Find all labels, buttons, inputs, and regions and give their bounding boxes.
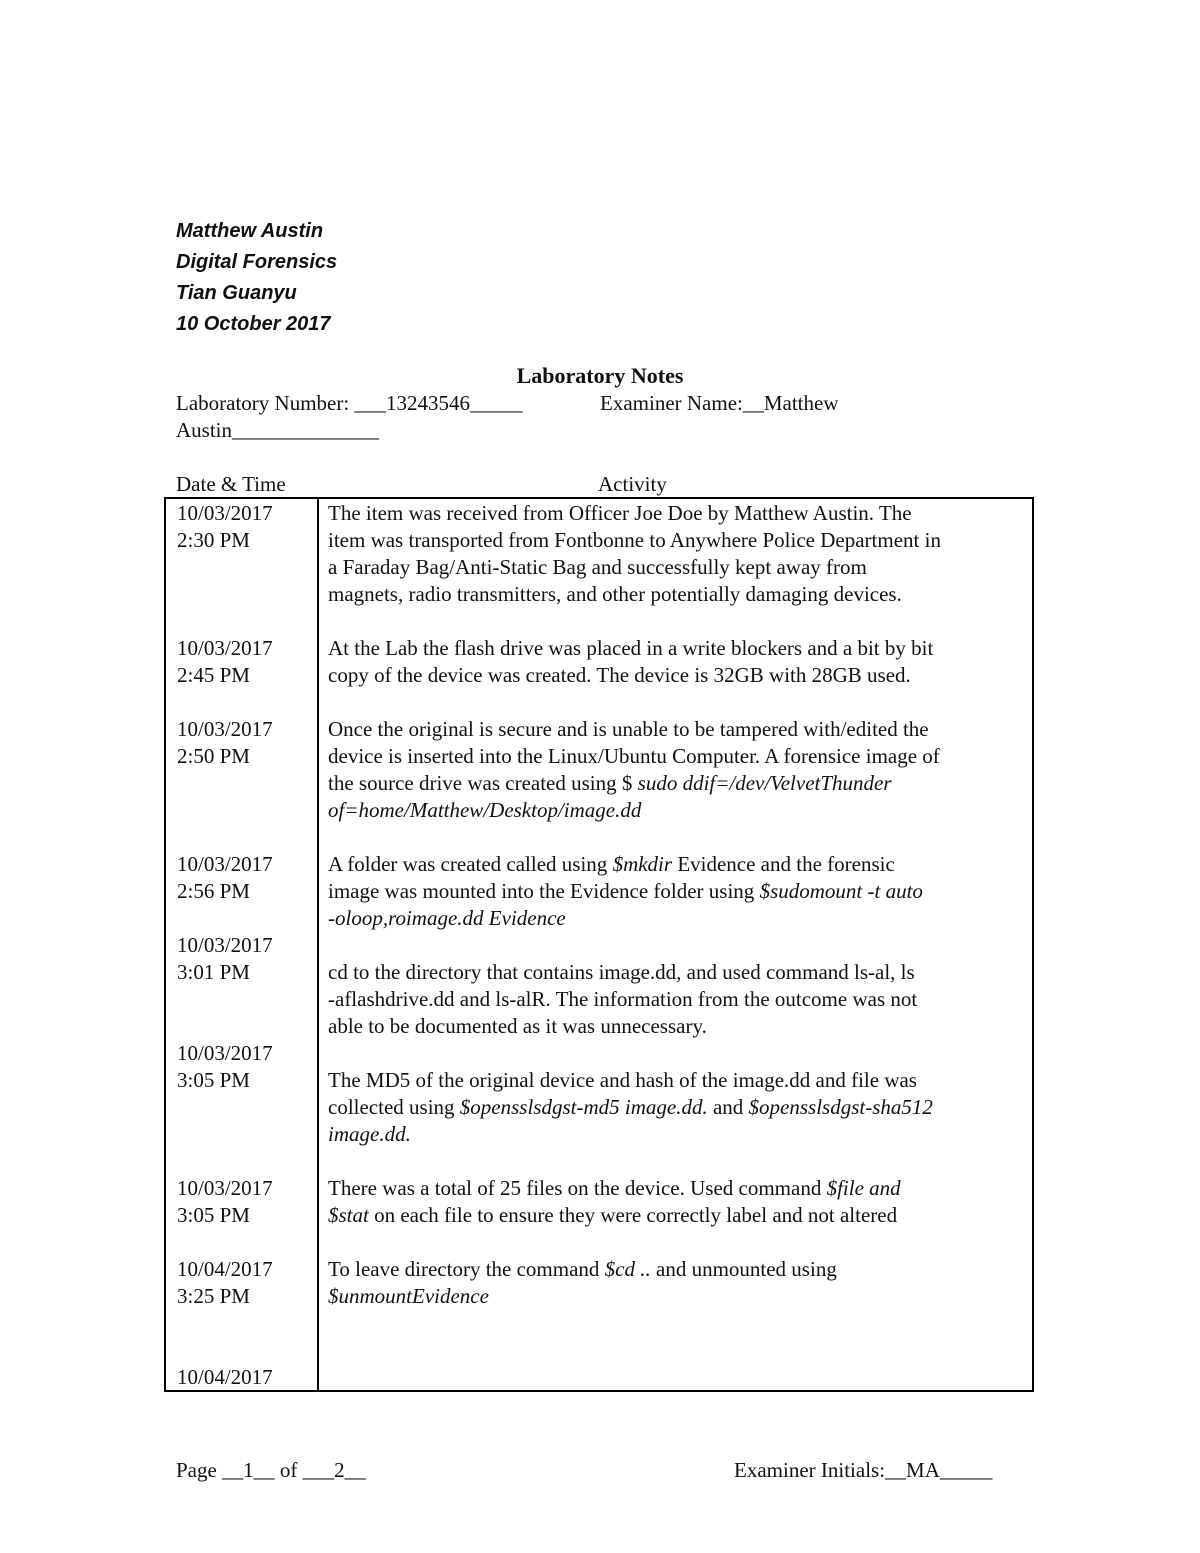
column-divider — [317, 499, 319, 1390]
entry-activity — [328, 500, 941, 608]
command-text: $opensslsdgst-md5 image.dd. — [459, 1095, 708, 1119]
entry-time: 3:01 PM — [177, 960, 250, 984]
entry-datetime — [177, 851, 273, 905]
activity-line — [328, 527, 941, 554]
activity-text: At the Lab the flash drive was placed in a write blockers and a bit by bit — [328, 636, 934, 660]
activity-line — [328, 905, 923, 932]
activity-line — [328, 959, 917, 986]
activity-text: Evidence and the forensic — [672, 852, 895, 876]
activity-line — [328, 797, 940, 824]
command-text: $opensslsdgst-sha512 — [748, 1095, 933, 1119]
activity-line — [328, 500, 941, 527]
date-column-header: Date & Time — [176, 472, 286, 496]
command-text: of=home/Matthew/Desktop/image.dd — [328, 798, 642, 822]
entry-time: 2:45 PM — [177, 663, 250, 687]
activity-text: There was a total of 25 files on the device. Used command — [328, 1176, 827, 1200]
entry-activity — [328, 1067, 933, 1148]
entry-datetime — [177, 1364, 273, 1391]
activity-line — [328, 1256, 837, 1283]
entry-activity — [328, 1256, 837, 1310]
entry-activity — [328, 1175, 901, 1229]
entry-datetime — [177, 635, 273, 689]
entry-time: 2:50 PM — [177, 744, 250, 768]
command-text: $file and — [826, 1176, 901, 1200]
lab-number: Laboratory Number: ___13243546_____ — [176, 391, 523, 415]
entry-date: 10/03/2017 — [177, 501, 273, 525]
command-text: $stat — [328, 1203, 369, 1227]
command-text: sudo ddif=/dev/VelvetThunder — [637, 771, 892, 795]
activity-text: and — [707, 1095, 749, 1119]
activity-line — [328, 581, 941, 608]
entry-date: 10/03/2017 — [177, 1041, 273, 1065]
activity-line — [328, 851, 923, 878]
header-date: 10 October 2017 — [176, 313, 331, 335]
entry-activity — [328, 716, 940, 824]
entry-time: 3:05 PM — [177, 1068, 250, 1092]
activity-line — [328, 1121, 933, 1148]
entry-date: 10/04/2017 — [177, 1365, 273, 1389]
entry-date: 10/03/2017 — [177, 852, 273, 876]
command-text: $sudomount -t auto — [759, 879, 923, 903]
activity-text: image was mounted into the Evidence folder using — [328, 879, 760, 903]
activity-line — [328, 986, 917, 1013]
activity-text: item was transported from Fontbonne to Anywhere Police Department in — [328, 528, 941, 552]
activity-line — [328, 1175, 901, 1202]
command-text: $mkdir — [612, 852, 673, 876]
activity-text: magnets, radio transmitters, and other potentially damaging devices. — [328, 582, 902, 606]
author-name: Matthew Austin — [176, 220, 324, 242]
command-text: image.dd. — [328, 1122, 411, 1146]
activity-text: the source drive was created using $ — [328, 771, 638, 795]
command-text: -oloop,roimage.dd Evidence — [328, 906, 566, 930]
entry-date: 10/03/2017 — [177, 717, 273, 741]
entry-time: 2:56 PM — [177, 879, 250, 903]
activity-text: device is inserted into the Linux/Ubuntu Computer. A forensice image of — [328, 744, 940, 768]
entry-datetime — [177, 716, 273, 770]
examiner-name-continued: Austin______________ — [176, 418, 380, 442]
activity-text: cd to the directory that contains image.dd, and used command ls-al, ls — [328, 960, 915, 984]
entry-date: 10/03/2017 — [177, 636, 273, 660]
entry-date: 10/04/2017 — [177, 1257, 273, 1281]
entry-datetime — [177, 1256, 273, 1310]
entry-datetime — [177, 500, 273, 554]
activity-text: on each file to ensure they were correctly label and not altered — [368, 1203, 898, 1227]
activity-line — [328, 554, 941, 581]
entry-time: 3:25 PM — [177, 1284, 250, 1308]
course-name: Digital Forensics — [176, 251, 338, 273]
entry-date: 10/03/2017 — [177, 933, 273, 957]
activity-line — [328, 1202, 901, 1229]
entry-activity — [328, 959, 917, 1040]
activity-line — [328, 635, 933, 662]
header-block — [176, 216, 337, 340]
lab-log-table — [164, 497, 1034, 1392]
activity-text: The item was received from Officer Joe Doe by Matthew Austin. The — [328, 501, 912, 525]
activity-text: a Faraday Bag/Anti-Static Bag and successfully kept away from — [328, 555, 867, 579]
entry-time: 2:30 PM — [177, 528, 250, 552]
activity-text: able to be documented as it was unnecessary. — [328, 1014, 707, 1038]
activity-line — [328, 662, 933, 689]
activity-text: The MD5 of the original device and hash of the image.dd and file was — [328, 1068, 917, 1092]
activity-text: collected using — [328, 1095, 460, 1119]
activity-text: -aflashdrive.dd and ls-alR. The information from the outcome was not — [328, 987, 918, 1011]
entry-datetime — [177, 1040, 273, 1094]
examiner-name: Examiner Name:__Matthew — [600, 391, 839, 415]
examiner-initials: Examiner Initials:__MA_____ — [734, 1458, 993, 1482]
entry-date: 10/03/2017 — [177, 1176, 273, 1200]
activity-line — [328, 743, 940, 770]
activity-line — [328, 1094, 933, 1121]
activity-text: and unmounted using — [650, 1257, 837, 1281]
activity-line — [328, 1067, 933, 1094]
lab-meta-line — [176, 390, 839, 417]
activity-text: copy of the device was created. The device is 32GB with 28GB used. — [328, 663, 911, 687]
activity-text: Once the original is secure and is unable to be tampered with/edited the — [328, 717, 929, 741]
activity-text: A folder was created called using — [328, 852, 613, 876]
instructor-name: Tian Guanyu — [176, 282, 297, 304]
entry-datetime — [177, 1175, 273, 1229]
document-title: Laboratory Notes — [516, 363, 684, 388]
command-text: $cd .. — [604, 1257, 651, 1281]
activity-line — [328, 716, 940, 743]
activity-column-header: Activity — [598, 472, 667, 496]
activity-line — [328, 770, 940, 797]
activity-line — [328, 1013, 917, 1040]
activity-text: To leave directory the command — [328, 1257, 605, 1281]
entry-datetime — [177, 932, 273, 986]
page-number: Page __1__ of ___2__ — [176, 1458, 366, 1482]
activity-line — [328, 1283, 837, 1310]
entry-activity — [328, 851, 923, 932]
entry-activity — [328, 635, 933, 689]
command-text: $unmountEvidence — [328, 1284, 489, 1308]
entry-time: 3:05 PM — [177, 1203, 250, 1227]
activity-line — [328, 878, 923, 905]
